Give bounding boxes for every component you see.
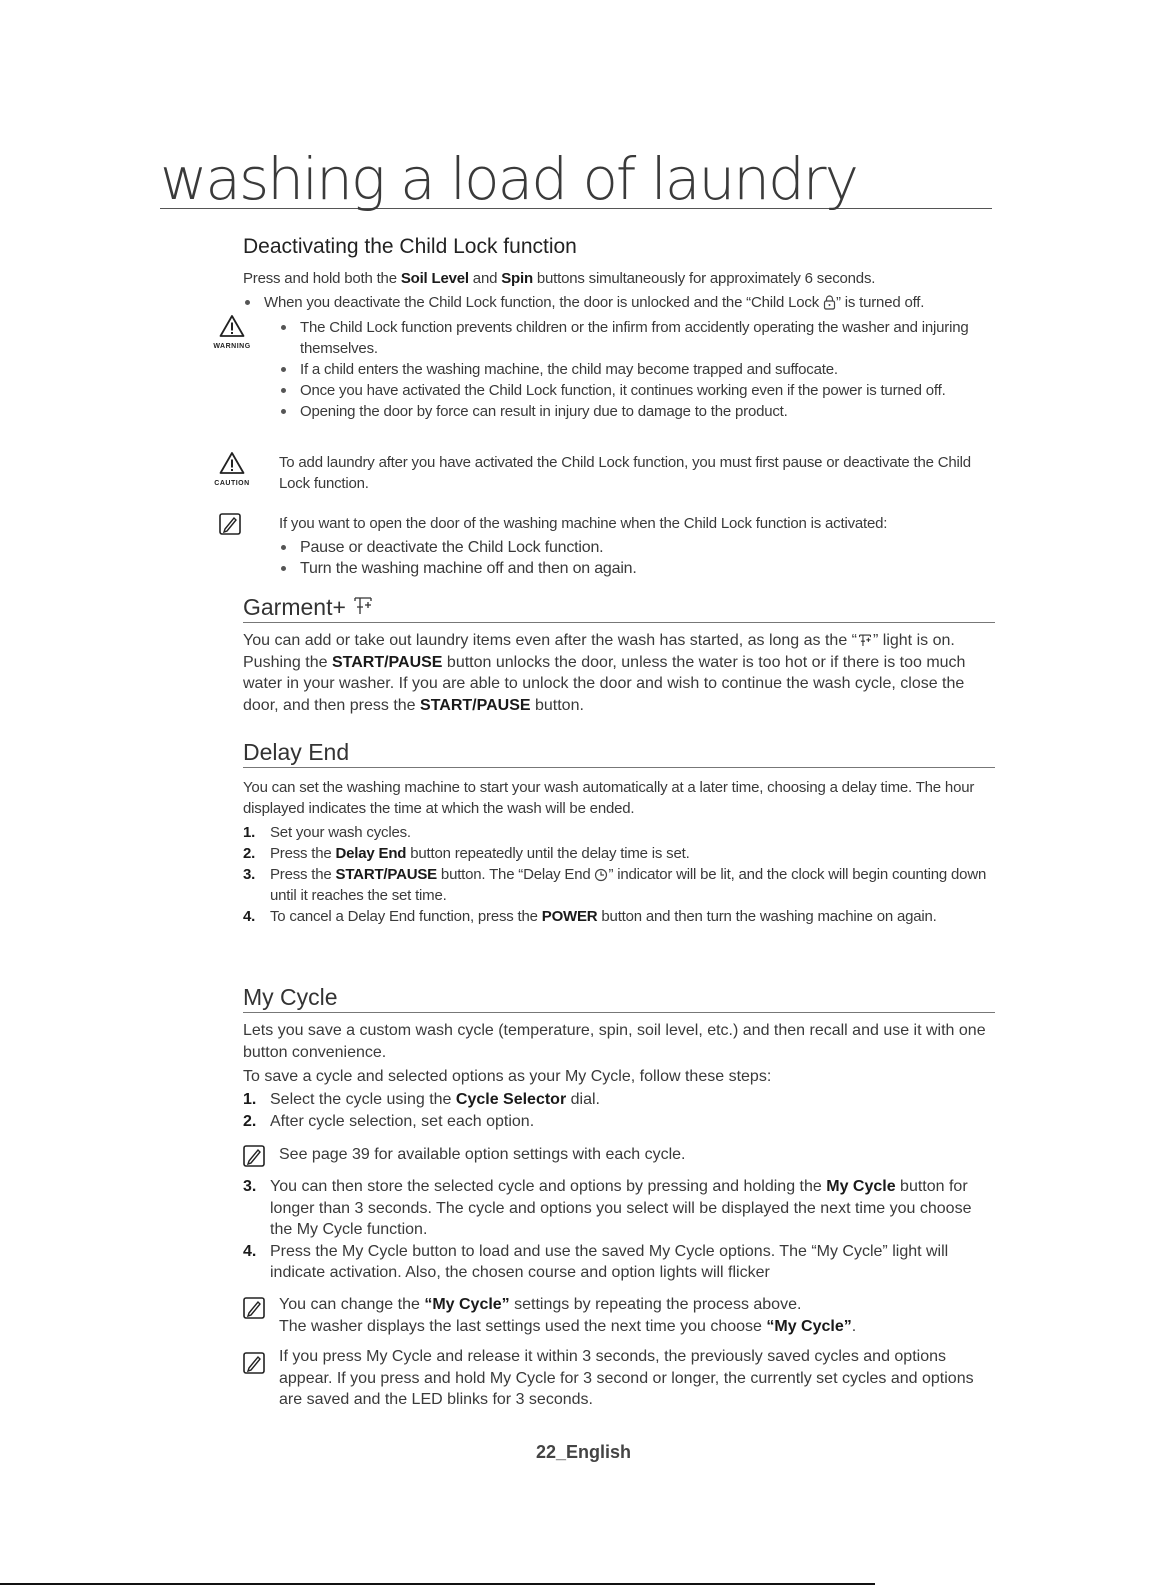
list-item: If a child enters the washing machine, the child may become trapped and suffocate. [279,359,979,380]
warning-list [279,317,979,422]
my-cycle-heading: My Cycle [243,982,995,1013]
note-icon [243,1352,265,1374]
note-icon [243,1297,265,1319]
lock-icon [823,295,836,310]
list-item: Once you have activated the Child Lock function, it continues working even if the power is turned off. [279,380,979,401]
my-cycle-note-2: You can change the “My Cycle” settings by repeating the process above. The washer displays the last settings used the next time you choose “My Cycle”. [279,1296,857,1335]
warning-symbol [210,314,254,350]
my-cycle-note-3: If you press My Cycle and release it within 3 seconds, the previously saved cycles and options appear. If you press and hold My Cycle for 3 second or longer, the currently set cycles and options are saved and the LED blinks for 3 seconds. [279,1348,974,1408]
my-cycle-intro: Lets you save a custom wash cycle (temperature, spin, soil level, etc.) and then recall and use it with one button convenience. [243,1022,986,1061]
list-item: When you deactivate the Child Lock function, the door is unlocked and the “Child Lock ” is turned off. [243,292,1003,313]
child-lock-heading: Deactivating the Child Lock function [243,235,577,258]
list-item: 2. Press the Delay End button repeatedly until the delay time is set. [243,845,690,862]
caution-symbol [210,451,254,487]
delay-end-heading: Delay End [243,737,995,768]
my-cycle-steps-2 [243,1176,995,1284]
delay-end-steps [243,822,995,927]
garment-heading: Garment+ [243,592,995,623]
list-item: Pause or deactivate the Child Lock function. [279,537,979,558]
child-lock-bullet [243,292,1003,313]
my-cycle-intro-2: To save a cycle and selected options as your My Cycle, follow these steps: [243,1068,772,1085]
garment-plus-icon [352,595,374,617]
my-cycle-steps-1 [243,1089,995,1132]
garment-plus-icon [857,633,873,648]
list-item: 3. You can then store the selected cycle and options by pressing and holding the My Cycle button for longer than 3 seconds. The cycle and options you select will be displayed the next time you choose the My Cycle function. [243,1178,972,1238]
list-item: 4. Press the My Cycle button to load and use the saved My Cycle options. The “My Cycle” light will indicate activation. Also, the chosen course and option lights will flicker [243,1242,949,1281]
my-cycle-note-1: See page 39 for available option settings with each cycle. [279,1146,686,1163]
page-number: 22_English [535,1442,632,1462]
bottom-rule [0,1583,875,1585]
garment-text: You can add or take out laundry items even after the wash has started, as long as the “ ” light is on. Pushing the START/PAUSE button unlocks the door, unless the water is too hot or if there is too much water in your washer. If you are able to unlock the door and wish to continue the wash cycle, close the door, and then press the START/PAUSE button. [243,632,966,714]
note-icon [219,513,241,535]
list-item: Opening the door by force can result in injury due to damage to the product. [279,401,979,422]
list-item: 2. After cycle selection, set each option. [243,1112,535,1130]
list-item: 1. Select the cycle using the Cycle Selector dial. [243,1091,600,1108]
clock-icon [594,868,608,882]
list-item: The Child Lock function prevents children or the infirm from accidently operating the washer and injuring themselves. [279,317,979,359]
page-title: washing a load of laundry [160,150,992,209]
delay-end-intro: You can set the washing machine to start your wash automatically at a later time, choosing a delay time. The hour displayed indicates the time at which the wash will be ended. [243,779,975,817]
list-item: 3. Press the START/PAUSE button. The “Delay End ” indicator will be lit, and the clock will begin counting down until it reaches the set time. [243,866,987,904]
caution-text: To add laundry after you have activated the Child Lock function, you must first pause or deactivate the Child Lock function. [279,454,971,492]
caution-label: CAUTION [214,480,250,487]
note-list [279,537,979,579]
warning-label: WARNING [213,343,251,350]
caution-triangle-icon [219,451,245,475]
note-icon [243,1145,265,1167]
list-item: Turn the washing machine off and then on again. [279,558,979,579]
list-item: 1. Set your wash cycles. [243,824,411,841]
warning-triangle-icon [219,314,245,338]
note-text: If you want to open the door of the washing machine when the Child Lock function is activated: [279,515,888,532]
list-item: 4. To cancel a Delay End function, press the POWER button and then turn the washing machine on again. [243,908,937,925]
child-lock-intro: Press and hold both the Soil Level and Spin buttons simultaneously for approximately 6 seconds. [243,270,876,287]
